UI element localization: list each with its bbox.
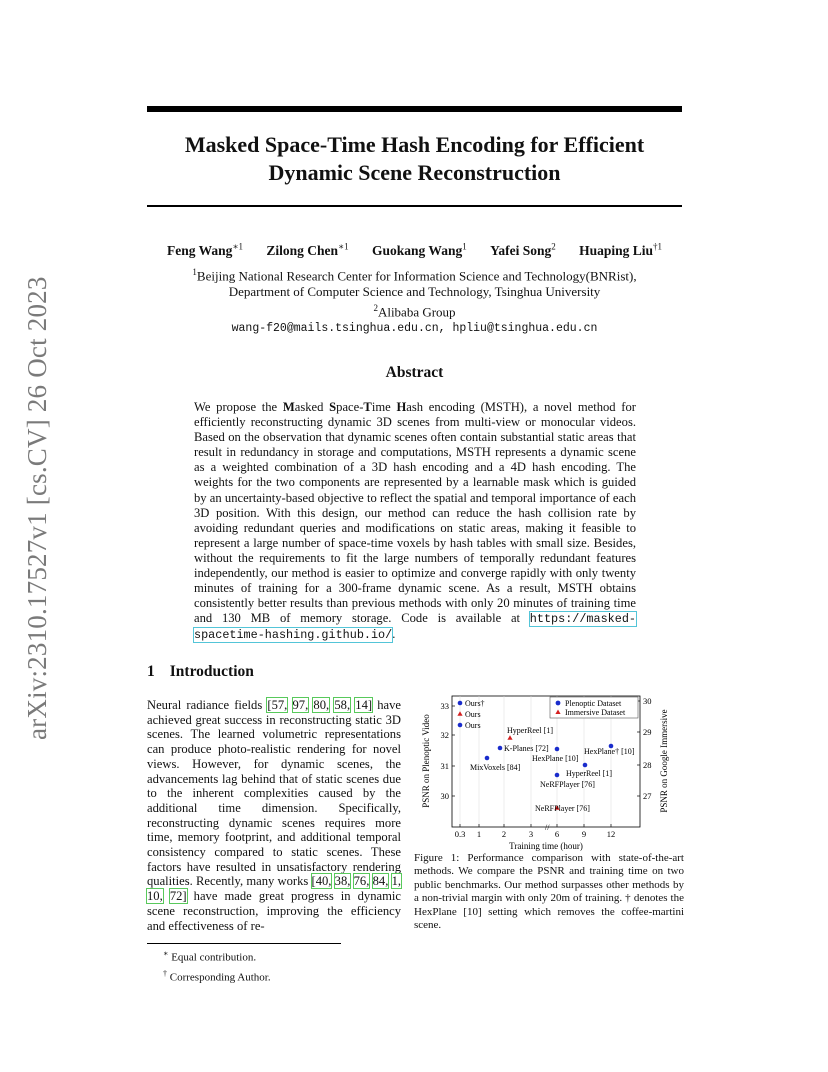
citation-link[interactable]: 76, bbox=[353, 874, 370, 889]
abstract-text: asked bbox=[294, 400, 330, 414]
point-label: K-Planes [72] bbox=[504, 744, 549, 753]
author bbox=[167, 243, 243, 258]
x-tick-label: 12 bbox=[606, 829, 616, 839]
y-tick-label-right: 29 bbox=[643, 727, 652, 737]
acronym-letter: T bbox=[363, 400, 372, 414]
figure-caption: Figure 1: Performance comparison with state-of-the-art methods. We compare the PSNR and training time on two public benchmarks. Our method surpasses other methods by a non-trivial margin with only 20m of training. † denotes the HexPlane [10] setting which removes the coffee-martini scene. bbox=[414, 852, 684, 932]
y-tick-label-right: 28 bbox=[643, 760, 652, 770]
footnote-mark: ∗ bbox=[163, 949, 169, 958]
abstract-text: pace- bbox=[336, 400, 364, 414]
author-emails: wang-f20@mails.tsinghua.edu.cn, hpliu@tsinghua.edu.cn bbox=[231, 321, 598, 335]
citation-link[interactable]: [40, bbox=[311, 874, 332, 889]
point-label: HexPlane [10] bbox=[532, 754, 579, 763]
title-line-1: Masked Space-Time Hash Encoding for Efficient bbox=[184, 132, 645, 157]
abstract-heading: Abstract bbox=[385, 364, 444, 381]
author-mark: †1 bbox=[653, 241, 663, 251]
acronym-letter: H bbox=[396, 400, 407, 414]
section-heading bbox=[147, 663, 254, 681]
footnote bbox=[163, 966, 271, 986]
body-text: have achieved great success in reconstructing static 3D scenes. The learned volumetric representations can produce photo-realistic rendering for novel views. However, for dynamic scenes, the advancements lag behind that of static scenes due to the inherent complexities caused by the additional time dimension. Specifically, reconstructing dynamic scenes requires more time, memory footprint, and additional temporal consistency compared to static scenes. These factors have resulted in unsatisfactory rendering qualities. Recently, many works bbox=[147, 698, 401, 889]
legend-label: Immersive Dataset bbox=[565, 708, 626, 717]
data-point bbox=[485, 756, 490, 761]
author-mark: ∗1 bbox=[232, 241, 243, 251]
citation-link[interactable]: 58, bbox=[334, 698, 351, 712]
arxiv-identifier: arXiv:2310.17527v1 [cs.CV] 26 Oct 2023 bbox=[22, 276, 52, 740]
title-line-2: Dynamic Scene Reconstruction bbox=[268, 160, 561, 185]
citation-link[interactable]: 84, bbox=[372, 874, 389, 889]
citation-link[interactable]: 72] bbox=[169, 889, 187, 904]
point-label: HyperReel [1] bbox=[566, 769, 612, 778]
abstract-text: ash encoding (MSTH), a novel method for efficiently reconstructing dynamic 3D scenes from multi-view or monocular videos. Based on the observation that dynamic scenes often contain substantial static areas that result in redundancy in storage and computations, MSTH represents a dynamic scene as a weighted combination of a 3D hash encoding and a 4D hash encoding. The weights for the two components are represented by a learnable mask which is guided by an uncertainty-based objective to reflect the spatial and temporal importance of each 3D position. With this design, our method can reduce the hash collision rate by avoiding redundant queries and modifications on static areas, making it feasible to represent a large number of space-time voxels by hash tables with small size. Besides, without the requirements to fit the large numbers of temporally redundant features independently, our method is easier to optimize and converge rapidly with only twenty minutes of training for a 300-frame dynamic scene. As a result, MSTH obtains consistently better results than previous methods with only 20 minutes of training time and 130 MB of memory storage. Code is available at bbox=[194, 400, 636, 626]
author-name: Zilong Chen bbox=[266, 242, 339, 258]
data-point bbox=[555, 773, 560, 778]
abstract-text: . bbox=[392, 627, 396, 642]
code-link[interactable]: https://masked-spacetime-hashing.github.io/ bbox=[194, 612, 636, 643]
point-label: NeRFPlayer [76] bbox=[540, 780, 595, 789]
author bbox=[266, 243, 348, 258]
author-name: Feng Wang bbox=[166, 242, 233, 258]
citation-link[interactable]: 10, bbox=[147, 889, 163, 904]
axis-break-mark: // bbox=[545, 823, 550, 832]
abstract-text: We propose the bbox=[194, 400, 283, 414]
point-label: Ours bbox=[465, 721, 481, 730]
y-tick-label-left: 32 bbox=[440, 730, 449, 740]
author bbox=[579, 243, 662, 258]
paper-title bbox=[147, 131, 682, 187]
section-title: Introduction bbox=[169, 663, 254, 680]
footnote-text: Corresponding Author. bbox=[167, 971, 271, 984]
citation-link[interactable]: 97, bbox=[292, 698, 309, 712]
point-label: HyperReel [1] bbox=[507, 726, 553, 735]
data-point bbox=[583, 763, 588, 768]
x-tick-label: 0.3 bbox=[454, 829, 466, 839]
abstract-text: ime bbox=[371, 400, 397, 414]
affiliation-mark: 1 bbox=[192, 267, 197, 277]
footnote-text: Equal contribution. bbox=[168, 951, 257, 964]
affiliation-line bbox=[147, 264, 682, 284]
body-text: have made great progress in dynamic scene reconstruction, improving the efficiency and effectiveness of re- bbox=[147, 889, 401, 933]
y-tick-label-left: 31 bbox=[440, 761, 449, 771]
y-axis-label-left: PSNR on Plenoptic Video bbox=[421, 714, 431, 808]
citation-link[interactable]: 14] bbox=[355, 698, 373, 712]
title-bottom-rule bbox=[147, 205, 682, 207]
point-label: Ours bbox=[465, 710, 481, 719]
affiliation-line: Department of Computer Science and Technology, Tsinghua University bbox=[228, 284, 601, 300]
data-point bbox=[457, 711, 462, 716]
point-label: NeRFPlayer [76] bbox=[535, 804, 590, 813]
data-point bbox=[498, 746, 503, 751]
x-tick-label: 3 bbox=[528, 829, 534, 839]
point-label: HexPlane† [10] bbox=[584, 747, 635, 756]
title-top-rule bbox=[147, 106, 682, 112]
author-mark: ∗1 bbox=[338, 241, 349, 251]
affiliation-line bbox=[147, 300, 682, 320]
x-tick-label: 9 bbox=[581, 829, 587, 839]
abstract-body bbox=[194, 400, 636, 644]
affiliations bbox=[147, 264, 682, 337]
legend-label: Plenoptic Dataset bbox=[565, 699, 622, 708]
footnote-mark: † bbox=[163, 968, 167, 978]
legend bbox=[550, 697, 638, 718]
x-tick-label: 6 bbox=[554, 829, 560, 839]
author-mark: 2 bbox=[551, 241, 556, 251]
data-point bbox=[555, 747, 560, 752]
citation-link[interactable]: 38, bbox=[334, 874, 351, 889]
author-name: Yafei Song bbox=[490, 242, 552, 258]
figure-1-chart bbox=[414, 690, 686, 852]
data-point bbox=[507, 735, 512, 740]
affiliation-text: Beijing National Research Center for Information Science and Technology(BNRist), bbox=[196, 268, 637, 284]
affiliation-mark: 2 bbox=[373, 303, 378, 314]
y-tick-label-left: 33 bbox=[440, 701, 449, 711]
legend-marker-plenoptic bbox=[556, 701, 561, 706]
point-label: MixVoxels [84] bbox=[470, 763, 521, 772]
y-axis-label-right: PSNR on Google Immersive bbox=[659, 709, 669, 813]
footnote bbox=[163, 946, 271, 966]
footnote-rule bbox=[147, 943, 341, 944]
y-tick-label-left: 30 bbox=[440, 791, 449, 801]
acronym-letter: S bbox=[329, 400, 337, 414]
author-mark: 1 bbox=[462, 241, 467, 251]
citation-link[interactable]: 80, bbox=[313, 698, 330, 712]
author-name: Guokang Wang bbox=[372, 242, 463, 258]
introduction-text bbox=[147, 698, 401, 933]
footnotes bbox=[163, 946, 271, 985]
x-axis-label: Training time (hour) bbox=[509, 841, 583, 851]
section-number: 1 bbox=[147, 663, 155, 680]
y-tick-label-right: 27 bbox=[643, 791, 652, 801]
affiliation-text: Alibaba Group bbox=[377, 304, 456, 320]
body-text: Neural radiance fields bbox=[147, 698, 268, 712]
point-label: Ours† bbox=[465, 699, 485, 708]
x-tick-label: 2 bbox=[501, 829, 507, 839]
author bbox=[490, 243, 556, 258]
acronym-letter: M bbox=[282, 400, 295, 414]
x-tick-label: 1 bbox=[476, 829, 482, 839]
y-tick-label-right: 30 bbox=[643, 696, 652, 706]
data-point bbox=[458, 723, 463, 728]
citation-link[interactable]: 1, bbox=[391, 874, 402, 889]
author-list bbox=[147, 241, 682, 259]
author-name: Huaping Liu bbox=[579, 242, 654, 258]
data-point bbox=[458, 701, 463, 706]
author bbox=[372, 243, 467, 258]
citation-link[interactable]: [57, bbox=[267, 698, 288, 712]
